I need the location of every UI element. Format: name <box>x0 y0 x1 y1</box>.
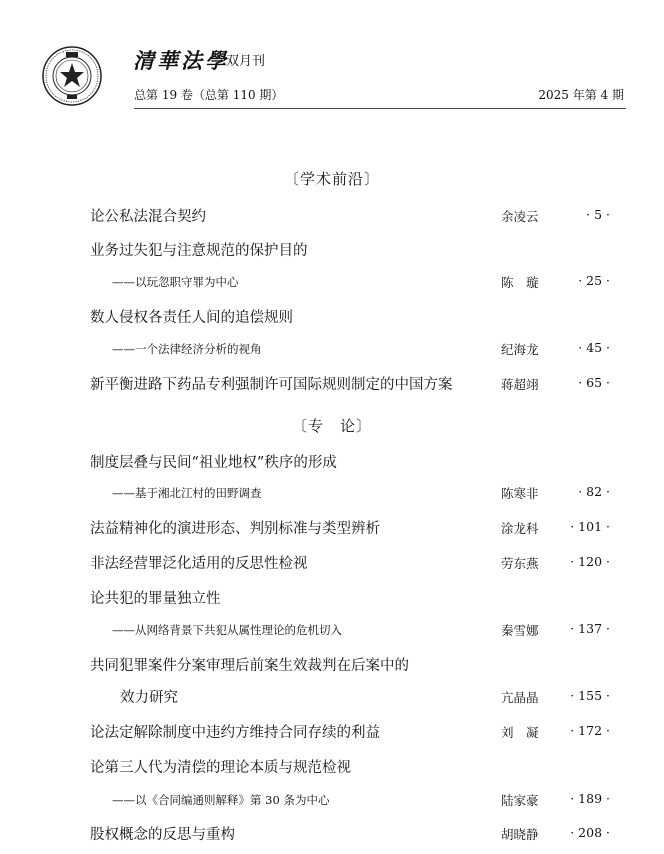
toc-entry[interactable] <box>90 517 610 541</box>
article-author: 蒋超翊 <box>501 377 539 392</box>
article-page: · 65 · <box>578 375 610 390</box>
toc-entry[interactable] <box>90 306 610 330</box>
article-subtitle: ——基于湘北江村的田野调查 <box>112 486 262 500</box>
article-author: 陆家豪 <box>501 793 539 808</box>
article-page: · 25 · <box>578 273 610 288</box>
article-page: · 45 · <box>578 340 610 355</box>
article-author: 劳东燕 <box>501 556 539 571</box>
toc-entry[interactable] <box>90 756 610 780</box>
article-title: 非法经营罪泛化适用的反思性检视 <box>90 556 308 572</box>
section-heading-text: 〔专 论〕 <box>291 417 372 435</box>
article-title-line2: 效力研究 <box>120 690 178 706</box>
article-author: 余凌云 <box>501 209 539 224</box>
toc-entry[interactable] <box>90 451 610 475</box>
article-title: 新平衡进路下药品专利强制许可国际规则制定的中国方案 <box>90 377 453 393</box>
article-title: 制度层叠与民间“祖业地权”秩序的形成 <box>90 455 337 471</box>
header-rule <box>134 108 626 109</box>
article-title: 共同犯罪案件分案审理后前案生效裁判在后案中的 <box>90 658 409 674</box>
journal-title: 清華法學 <box>133 48 229 73</box>
university-seal-icon <box>42 46 102 106</box>
article-title: 论公私法混合契约 <box>90 209 206 225</box>
section-heading-text: 〔学术前沿〕 <box>283 170 380 188</box>
article-title: 论共犯的罪量独立性 <box>90 591 221 607</box>
toc-entry[interactable] <box>90 373 610 397</box>
issue-number: 2025 年第 4 期 <box>538 88 624 102</box>
toc-entry-title-continuation <box>90 686 610 710</box>
article-subtitle: ——以《合同编通则解释》第 30 条为中心 <box>112 793 330 807</box>
toc-entry[interactable] <box>90 239 610 263</box>
article-subtitle: ——一个法律经济分析的视角 <box>112 342 262 356</box>
article-author: 胡晓静 <box>501 827 539 842</box>
toc-entry[interactable] <box>90 721 610 745</box>
article-subtitle: ——以玩忽职守罪为中心 <box>112 275 239 289</box>
article-page: · 189 · <box>570 791 610 806</box>
masthead <box>0 0 664 112</box>
article-author: 纪海龙 <box>501 342 539 357</box>
volume-number: 总第 19 卷（总第 110 期） <box>134 88 284 102</box>
article-page: · 82 · <box>578 484 610 499</box>
article-author: 陈寒非 <box>501 486 539 501</box>
toc-entry[interactable] <box>90 205 610 229</box>
article-title: 论法定解除制度中违约方维持合同存续的利益 <box>90 725 380 741</box>
article-author: 涂龙科 <box>501 521 539 536</box>
article-title: 股权概念的反思与重构 <box>90 827 235 843</box>
article-page: · 208 · <box>570 825 610 840</box>
article-page: · 101 · <box>570 519 610 534</box>
article-page: · 120 · <box>570 554 610 569</box>
section-heading <box>0 168 664 189</box>
article-page: · 137 · <box>570 621 610 636</box>
toc-entry[interactable] <box>90 823 610 847</box>
article-author: 陈 璇 <box>501 275 539 290</box>
article-title: 论第三人代为清偿的理论本质与规范检视 <box>90 760 351 776</box>
toc-entry-subtitle-line <box>90 271 610 295</box>
article-page: · 5 · <box>586 207 610 222</box>
toc-entry[interactable] <box>90 654 610 678</box>
publication-frequency: 双月刊 <box>226 54 266 69</box>
toc-entry-subtitle-line <box>90 338 610 362</box>
section-heading <box>0 415 664 436</box>
article-page: · 172 · <box>570 723 610 738</box>
article-subtitle: ——从网络背景下共犯从属性理论的危机切入 <box>112 623 342 637</box>
toc-entry[interactable] <box>90 552 610 576</box>
article-author: 秦雪娜 <box>501 623 539 638</box>
toc-entry-subtitle-line <box>90 789 610 813</box>
toc-entry-subtitle-line <box>90 619 610 643</box>
article-title: 业务过失犯与注意规范的保护目的 <box>90 243 308 259</box>
article-page: · 155 · <box>570 688 610 703</box>
toc-entry[interactable] <box>90 587 610 611</box>
article-author: 亢晶晶 <box>501 690 539 705</box>
toc-entry-subtitle-line <box>90 482 610 506</box>
article-author: 刘 凝 <box>501 725 539 740</box>
article-title: 法益精神化的演进形态、判别标准与类型辨析 <box>90 521 380 537</box>
article-title: 数人侵权各责任人间的追偿规则 <box>90 310 293 326</box>
